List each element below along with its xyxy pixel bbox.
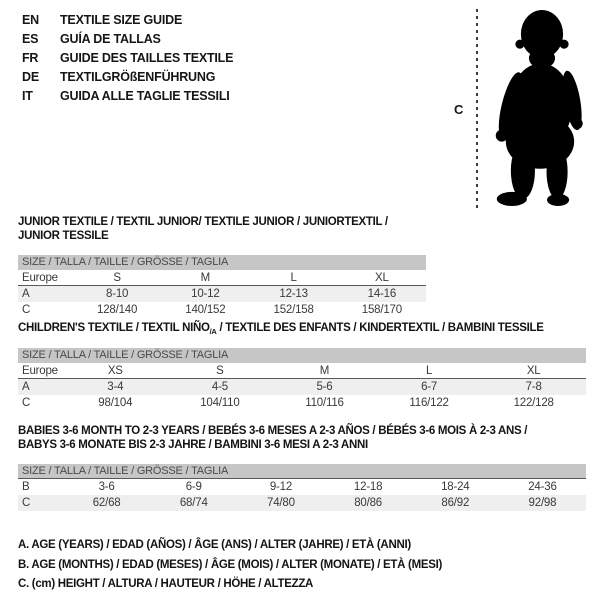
size-cell: S: [113, 272, 121, 284]
language-code: DE: [22, 70, 39, 84]
language-row-fr: [22, 49, 233, 68]
title-text: / TEXTILE DES ENFANTS / KINDERTEXTIL / BAMBINI TESSILE: [216, 322, 544, 334]
size-header-bar: SIZE / TALLA / TAILLE / GRÖSSE / TAGLIA: [18, 348, 586, 363]
table-row-europe: [18, 270, 426, 286]
height-dashed-line: [476, 9, 478, 208]
size-cell: 12-18: [353, 481, 383, 493]
size-cell: 6-7: [421, 381, 438, 393]
language-title: TEXTILGRÖßENFÜHRUNG: [60, 70, 216, 84]
table-row-c: [18, 495, 586, 511]
title-subscript: /A: [209, 326, 217, 336]
size-cell: 3-6: [98, 481, 115, 493]
size-cell: 152/158: [273, 304, 314, 316]
size-cell: XL: [375, 272, 389, 284]
size-cell: L: [425, 365, 433, 377]
table-row-a: [18, 286, 426, 302]
size-cell: 128/140: [97, 304, 138, 316]
size-cell: 9-12: [269, 481, 293, 493]
language-code: FR: [22, 51, 39, 65]
children-size-table: [18, 348, 586, 411]
size-cell: 4-5: [211, 381, 228, 393]
junior-size-table: [18, 255, 426, 318]
size-cell: 110/116: [305, 397, 344, 409]
measurement-legend: [18, 536, 442, 595]
babies-size-table: [18, 464, 586, 511]
babies-table-title-line2: BABYS 3-6 MONATE BIS 2-3 JAHRE / BAMBINI 3-6 MESI A 2-3 ANNI: [18, 439, 368, 451]
size-cell: XS: [107, 365, 123, 377]
size-cell: 5-6: [316, 381, 333, 393]
language-code: EN: [22, 13, 39, 27]
row-label: A: [22, 381, 30, 393]
size-cell: 98/104: [98, 397, 133, 409]
language-code: ES: [22, 32, 39, 46]
language-header: [22, 11, 233, 106]
size-cell: 18-24: [441, 481, 470, 493]
size-cell: S: [216, 365, 224, 377]
language-code: IT: [22, 89, 33, 103]
table-row-europe: [18, 363, 586, 379]
size-cell: 24-36: [528, 481, 557, 493]
junior-table-section: [18, 215, 426, 318]
language-row-de: [22, 68, 233, 87]
title-text: CHILDREN'S TEXTILE / TEXTIL NIÑO: [18, 322, 210, 334]
babies-table-section: [18, 424, 586, 511]
size-header-bar: SIZE / TALLA / TAILLE / GRÖSSE / TAGLIA: [18, 255, 426, 270]
row-label: C: [22, 497, 31, 509]
size-cell: 122/128: [513, 397, 554, 409]
size-cell: L: [290, 272, 297, 284]
size-cell: 14-16: [367, 288, 397, 300]
size-cell: 86/92: [441, 497, 470, 509]
size-cell: 8-10: [106, 288, 129, 300]
size-cell: 12-13: [279, 288, 308, 300]
size-cell: XL: [526, 365, 541, 377]
language-title: TEXTILE SIZE GUIDE: [60, 13, 183, 27]
size-cell: 74/80: [267, 497, 295, 509]
language-title: GUIDE DES TAILLES TEXTILE: [60, 51, 234, 65]
size-cell: 104/110: [200, 397, 240, 409]
table-row-a: [18, 379, 586, 395]
language-row-en: [22, 11, 233, 30]
toddler-silhouette-image: [487, 8, 599, 209]
size-cell: 158/170: [361, 304, 402, 316]
size-cell: 140/152: [185, 304, 226, 316]
row-label: C: [22, 304, 31, 316]
legend-line-b: B. AGE (MONTHS) / EDAD (MESES) / ÂGE (MOIS) / ALTER (MONATE) / ETÀ (MESI): [18, 558, 443, 571]
legend-line-c: C. (cm) HEIGHT / ALTURA / HAUTEUR / HÖHE / ALTEZZA: [18, 578, 314, 590]
legend-line-a: A. AGE (YEARS) / EDAD (AÑOS) / ÂGE (ANS) / ALTER (JAHRE) / ETÀ (ANNI): [18, 539, 411, 551]
language-title: GUIDA ALLE TAGLIE TESSILI: [60, 89, 230, 103]
row-label: Europe: [22, 365, 58, 377]
table-row-c: [18, 395, 586, 411]
size-cell: 3-4: [107, 381, 124, 393]
size-header-bar: SIZE / TALLA / TAILLE / GRÖSSE / TAGLIA: [18, 464, 586, 479]
language-row-it: [22, 87, 233, 106]
size-cell: 10-12: [191, 288, 220, 300]
table-row-c: [18, 302, 426, 318]
junior-table-title: JUNIOR TEXTILE / TEXTIL JUNIOR/ TEXTILE JUNIOR / JUNIORTEXTIL / JUNIOR TESSILE: [18, 216, 388, 242]
size-cell: 6-9: [185, 481, 202, 493]
size-cell: 92/98: [528, 497, 557, 509]
babies-table-title-line1: BABIES 3-6 MONTH TO 2-3 YEARS / BEBÉS 3-6 MESES A 2-3 AÑOS / BÉBÉS 3-6 MOIS À 2-3 ANS /: [18, 425, 528, 437]
row-label: B: [22, 481, 30, 493]
size-cell: 7-8: [525, 381, 542, 393]
size-cell: 68/74: [179, 497, 208, 509]
language-title: GUÍA DE TALLAS: [60, 32, 161, 46]
row-label: A: [22, 288, 30, 300]
size-cell: 116/122: [409, 397, 449, 409]
size-cell: M: [319, 365, 330, 377]
row-label: C: [22, 397, 31, 409]
children-table-section: [18, 321, 586, 411]
row-label: Europe: [22, 272, 58, 284]
table-row-b: [18, 479, 586, 495]
children-table-title: [18, 321, 586, 336]
size-cell: M: [200, 272, 211, 284]
height-marker-label: C: [454, 102, 464, 117]
size-cell: 80/86: [354, 497, 382, 509]
size-cell: 62/68: [92, 497, 121, 509]
language-row-es: [22, 30, 233, 49]
